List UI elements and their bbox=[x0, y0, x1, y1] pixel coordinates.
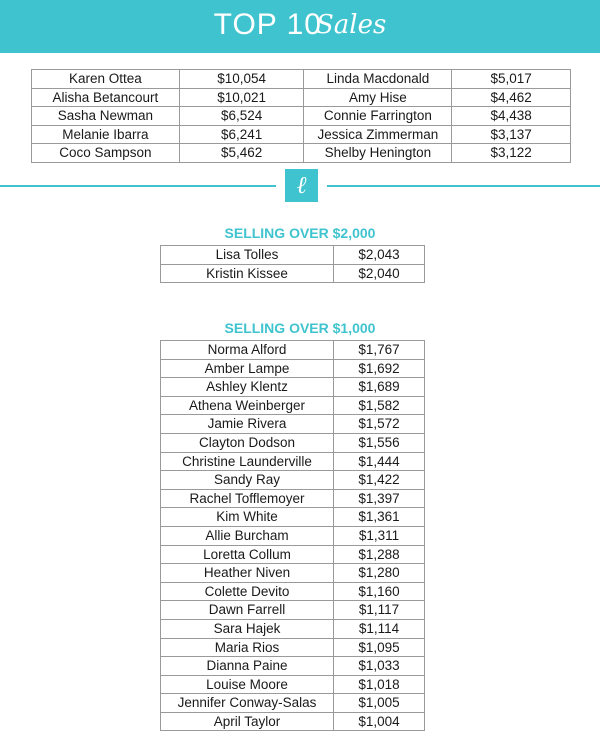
sales-amount: $6,241 bbox=[179, 125, 304, 144]
table-row bbox=[161, 601, 425, 620]
seller-name: Ashley Klentz bbox=[161, 378, 334, 397]
divider-line-left bbox=[0, 185, 276, 187]
sales-amount: $1,582 bbox=[334, 396, 425, 415]
over-1000-table bbox=[160, 340, 425, 731]
sales-amount: $2,040 bbox=[334, 264, 425, 283]
table-row bbox=[161, 657, 425, 676]
sales-amount: $10,021 bbox=[179, 88, 304, 107]
table-row bbox=[161, 378, 425, 397]
top10-table bbox=[31, 69, 571, 163]
sales-amount: $1,444 bbox=[334, 452, 425, 471]
seller-name: Melanie Ibarra bbox=[32, 125, 180, 144]
table-row bbox=[161, 246, 425, 265]
sales-amount: $1,018 bbox=[334, 675, 425, 694]
seller-name: Kristin Kissee bbox=[161, 264, 334, 283]
sales-amount: $1,397 bbox=[334, 489, 425, 508]
table-row bbox=[32, 107, 571, 126]
table-row bbox=[161, 564, 425, 583]
table-row bbox=[161, 433, 425, 452]
table-row bbox=[32, 88, 571, 107]
seller-name: Sandy Ray bbox=[161, 471, 334, 490]
sales-amount: $3,122 bbox=[452, 144, 571, 163]
title-prefix: TOP 10 bbox=[213, 8, 322, 41]
sales-amount: $1,572 bbox=[334, 415, 425, 434]
table-row bbox=[161, 452, 425, 471]
table-row bbox=[161, 489, 425, 508]
sales-amount: $1,280 bbox=[334, 564, 425, 583]
over-1000-title: SELLING OVER $1,000 bbox=[224, 320, 376, 336]
script-l-logo-icon: ℓ bbox=[285, 169, 318, 202]
sales-amount: $1,005 bbox=[334, 694, 425, 713]
title-script: Sales bbox=[315, 10, 387, 40]
sales-amount: $4,438 bbox=[452, 107, 571, 126]
table-row bbox=[161, 582, 425, 601]
seller-name: Christine Launderville bbox=[161, 452, 334, 471]
seller-name: Jessica Zimmerman bbox=[304, 125, 452, 144]
seller-name: Athena Weinberger bbox=[161, 396, 334, 415]
table-row bbox=[161, 712, 425, 731]
seller-name: Coco Sampson bbox=[32, 144, 180, 163]
table-row bbox=[32, 70, 571, 89]
table-row bbox=[161, 471, 425, 490]
table-row bbox=[161, 545, 425, 564]
sales-amount: $1,114 bbox=[334, 619, 425, 638]
seller-name: Shelby Henington bbox=[304, 144, 452, 163]
table-row bbox=[161, 264, 425, 283]
over-2000-title: SELLING OVER $2,000 bbox=[224, 225, 376, 241]
table-row bbox=[161, 396, 425, 415]
sales-amount: $1,095 bbox=[334, 638, 425, 657]
table-row bbox=[161, 638, 425, 657]
table-row bbox=[161, 675, 425, 694]
sales-amount: $1,160 bbox=[334, 582, 425, 601]
seller-name: Sara Hajek bbox=[161, 619, 334, 638]
sales-amount: $1,033 bbox=[334, 657, 425, 676]
seller-name: Alisha Betancourt bbox=[32, 88, 180, 107]
sales-amount: $5,017 bbox=[452, 70, 571, 89]
seller-name: Lisa Tolles bbox=[161, 246, 334, 265]
seller-name: Karen Ottea bbox=[32, 70, 180, 89]
sales-amount: $3,137 bbox=[452, 125, 571, 144]
sales-amount: $1,689 bbox=[334, 378, 425, 397]
seller-name: Connie Farrington bbox=[304, 107, 452, 126]
seller-name: Allie Burcham bbox=[161, 526, 334, 545]
sales-amount: $4,462 bbox=[452, 88, 571, 107]
sales-amount: $1,767 bbox=[334, 341, 425, 360]
seller-name: Amy Hise bbox=[304, 88, 452, 107]
seller-name: Amber Lampe bbox=[161, 359, 334, 378]
seller-name: Norma Alford bbox=[161, 341, 334, 360]
over-2000-table bbox=[160, 245, 425, 283]
seller-name: Heather Niven bbox=[161, 564, 334, 583]
table-row bbox=[161, 526, 425, 545]
table-row bbox=[161, 508, 425, 527]
sales-amount: $2,043 bbox=[334, 246, 425, 265]
seller-name: Sasha Newman bbox=[32, 107, 180, 126]
seller-name: Louise Moore bbox=[161, 675, 334, 694]
seller-name: Clayton Dodson bbox=[161, 433, 334, 452]
page-title bbox=[214, 8, 387, 42]
seller-name: Maria Rios bbox=[161, 638, 334, 657]
sales-amount: $1,556 bbox=[334, 433, 425, 452]
sales-amount: $5,462 bbox=[179, 144, 304, 163]
divider-line-right bbox=[327, 185, 600, 187]
seller-name: Kim White bbox=[161, 508, 334, 527]
sales-amount: $1,288 bbox=[334, 545, 425, 564]
sales-amount: $6,524 bbox=[179, 107, 304, 126]
sales-amount: $1,692 bbox=[334, 359, 425, 378]
seller-name: Jamie Rivera bbox=[161, 415, 334, 434]
table-row bbox=[32, 125, 571, 144]
table-row bbox=[32, 144, 571, 163]
seller-name: Jennifer Conway-Salas bbox=[161, 694, 334, 713]
seller-name: Rachel Tofflemoyer bbox=[161, 489, 334, 508]
seller-name: Loretta Collum bbox=[161, 545, 334, 564]
table-row bbox=[161, 619, 425, 638]
seller-name: Colette Devito bbox=[161, 582, 334, 601]
table-row bbox=[161, 341, 425, 360]
sales-amount: $1,004 bbox=[334, 712, 425, 731]
sales-amount: $1,311 bbox=[334, 526, 425, 545]
sales-amount: $1,117 bbox=[334, 601, 425, 620]
seller-name: Dianna Paine bbox=[161, 657, 334, 676]
sales-amount: $10,054 bbox=[179, 70, 304, 89]
seller-name: Dawn Farrell bbox=[161, 601, 334, 620]
table-row bbox=[161, 694, 425, 713]
sales-amount: $1,361 bbox=[334, 508, 425, 527]
seller-name: April Taylor bbox=[161, 712, 334, 731]
header-banner bbox=[0, 0, 600, 53]
seller-name: Linda Macdonald bbox=[304, 70, 452, 89]
sales-amount: $1,422 bbox=[334, 471, 425, 490]
table-row bbox=[161, 415, 425, 434]
table-row bbox=[161, 359, 425, 378]
